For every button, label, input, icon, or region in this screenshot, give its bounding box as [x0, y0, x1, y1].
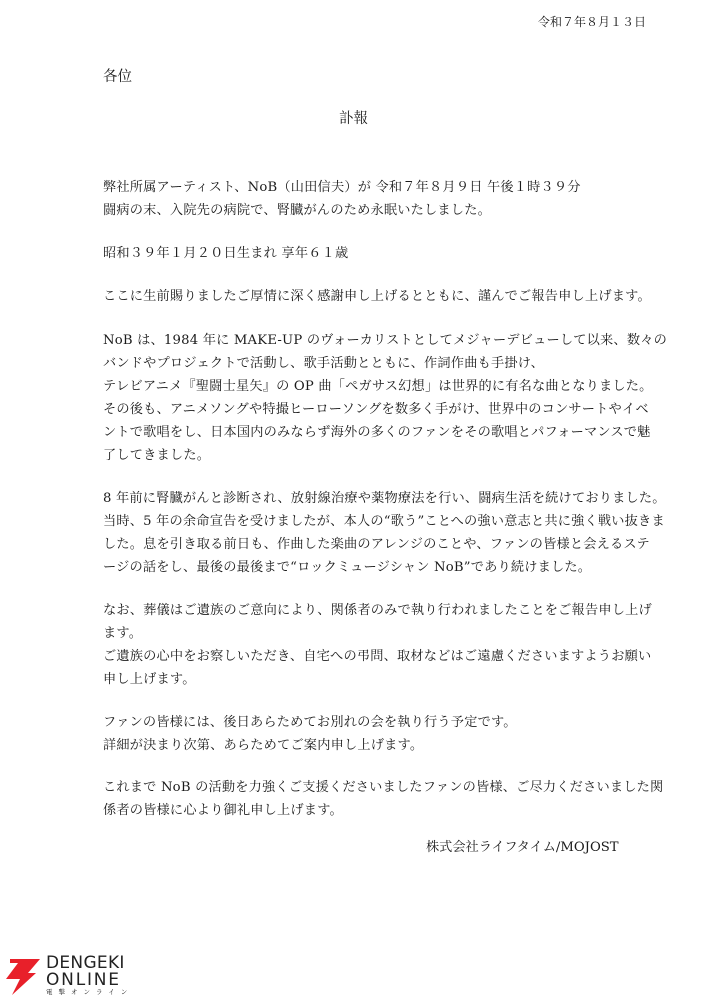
- logo-wordmark: [46, 955, 133, 996]
- document-title: 訃報: [339, 111, 368, 127]
- body-line: NoB は、1984 年に MAKE-UP のヴォーカリストとしてメジャーデビューして以来、数々の: [103, 333, 667, 348]
- body-line: 弊社所属アーティスト、NoB（山田信夫）が 令和７年８月９日 午後１時３９分: [103, 180, 581, 195]
- dengeki-online-logo: [6, 955, 136, 997]
- body-line: テレビアニメ『聖闘士星矢』の OP 曲「ペガサス幻想」は世界的に有名な曲となりました。: [103, 379, 653, 394]
- addressee: 各位: [103, 69, 132, 85]
- lightning-bolt-icon: [6, 959, 42, 995]
- body-line: なお、葬儀はご遺族のご意向により、関係者のみで執り行われましたことをご報告申し上げ: [103, 603, 652, 618]
- body-line: これまで NoB の活動を力強くご支援くださいましたファンの皆様、ご尽力くださいました関: [103, 780, 664, 795]
- body-line: 詳細が決まり次第、あらためてご案内申し上げます。: [103, 738, 424, 753]
- body-line: ージの話をし、最後の最後まで“ロックミュージシャン NoB”であり続けました。: [103, 560, 592, 575]
- body-line: 当時、5 年の余命宣告を受けましたが、本人の“歌う”ことへの強い意志と共に強く戦い抜きま: [103, 514, 665, 529]
- body-line: した。息を引き取る前日も、作曲した楽曲のアレンジのことや、ファンの皆様と会えるステ: [103, 537, 650, 552]
- body-line: 申し上げます。: [103, 672, 196, 687]
- logo-line-katakana: 電撃オンライン: [46, 988, 134, 996]
- document-date: 令和７年８月１３日: [537, 15, 646, 29]
- logo-line-online: ONLINE: [46, 970, 121, 990]
- body-line: ます。: [103, 626, 143, 641]
- body-line: 闘病の末、入院先の病院で、腎臓がんのため永眠いたしました。: [103, 203, 491, 218]
- body-line: ファンの皆様には、後日あらためてお別れの会を執り行う予定です。: [103, 715, 517, 730]
- body-line: バンドやプロジェクトで活動し、歌手活動とともに、作詞作曲も手掛け、: [103, 356, 544, 371]
- body-line: 係者の皆様に心より御礼申し上げます。: [103, 803, 343, 818]
- logo-line-dengeki: DENGEKI: [46, 953, 125, 973]
- body-line: ご遺族の心中をお察しいただき、自宅への弔問、取材などはご遠慮くださいますようお願い: [103, 649, 652, 664]
- body-line: 8 年前に腎臓がんと診断され、放射線治療や薬物療法を行い、闘病生活を続けておりました。: [103, 491, 666, 506]
- body-line: 昭和３９年１月２０日生まれ 享年６１歳: [103, 246, 349, 261]
- signature: 株式会社ライフタイム/MOJOST: [426, 840, 619, 855]
- body-line: 了してきました。: [103, 448, 211, 463]
- body-line: その後も、アニメソングや特撮ヒーローソングを数多く手がけ、世界中のコンサートやイベ: [103, 402, 649, 417]
- body-line: ントで歌唱をし、日本国内のみならず海外の多くのファンをその歌唱とパフォーマンスで魅: [103, 425, 651, 440]
- body-line: ここに生前賜りましたご厚情に深く感謝申し上げるとともに、謹んでご報告申し上げます。: [103, 289, 651, 304]
